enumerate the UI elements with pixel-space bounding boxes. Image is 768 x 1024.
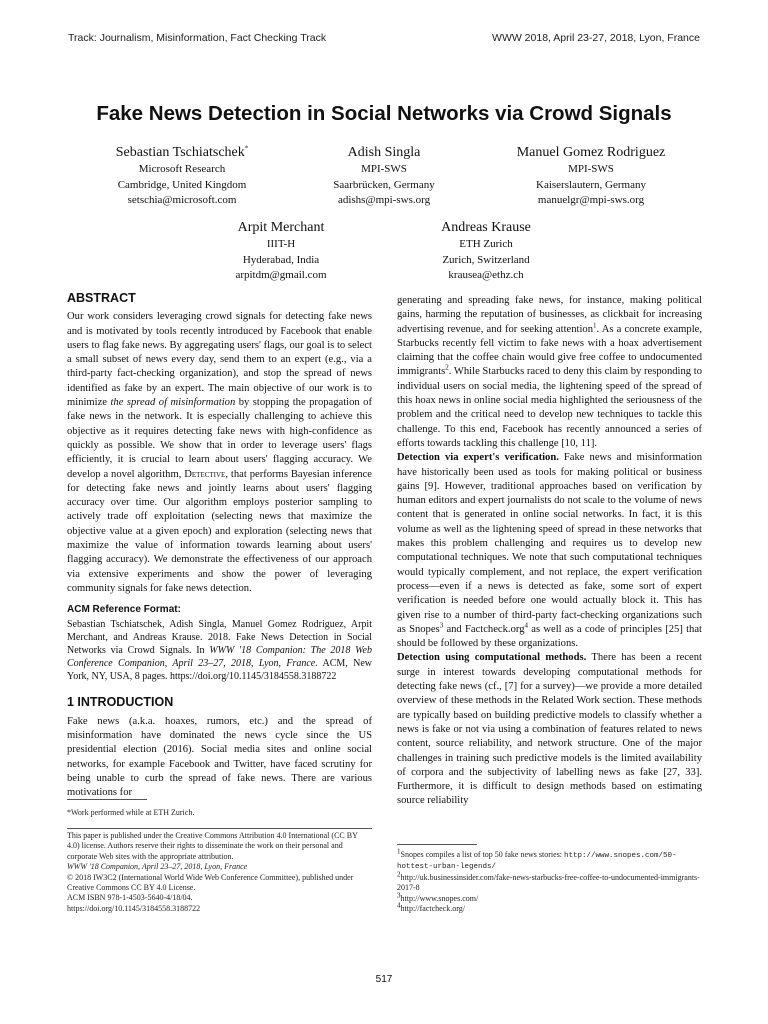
algorithm-name: Detective <box>184 468 226 480</box>
author-block <box>67 144 297 209</box>
author-location: Zurich, Switzerland <box>442 253 530 266</box>
author-email: setschia@microsoft.com <box>127 194 237 206</box>
footnote-rule <box>67 828 372 829</box>
footnote-star: *Work performed while at ETH Zurich. <box>67 808 195 817</box>
author-name: Andreas Krause <box>441 220 531 235</box>
author-affiliation: IIIT-H <box>266 238 296 250</box>
license-isbn: ACM ISBN 978-1-4503-5640-4/18/04. <box>67 893 193 903</box>
author-footnote-mark: * <box>244 144 249 153</box>
footnote-4: $^4$http://factcheck.org/ <box>397 901 465 914</box>
license-copyright: © 2018 IW3C2 (International World Wide Web Conference Committee), published under Creative Commons CC BY 4.0 License. <box>67 872 354 893</box>
author-block <box>269 144 499 209</box>
running-header-venue: WWW 2018, April 23-27, 2018, Lyon, France <box>492 32 700 44</box>
right-column <box>397 294 702 809</box>
author-email: adishs@mpi-sws.org <box>337 194 431 206</box>
author-block <box>476 144 706 209</box>
introduction-text: Fake news (a.k.a. hoaxes, rumors, etc.) and the spread of misinformation have dominated the news cycle since the US presidential election (2016). Social media sites and online social networks, for example Facebook and Twitter, have faced scrutiny for being unable to curb the spread of fake news. There are various motivations for <box>67 715 372 799</box>
license-footnote <box>67 831 372 914</box>
author-affiliation: MPI-SWS <box>568 163 614 175</box>
footnote-3: $^3$http://www.snopes.com/ <box>397 890 479 903</box>
abstract-heading: ABSTRACT <box>67 291 136 305</box>
author-location: Cambridge, United Kingdom <box>117 178 247 191</box>
author-email: arpitdm@gmail.com <box>235 269 327 281</box>
author-affiliation: Microsoft Research <box>138 163 226 175</box>
author-name: Arpit Merchant <box>237 220 325 235</box>
footnote-ref: 1 <box>593 321 597 330</box>
page-number: 517 <box>375 974 393 985</box>
author-name: Adish Singla <box>347 145 421 160</box>
footnote-ref: 2 <box>445 363 449 372</box>
author-name: Manuel Gomez Rodriguez <box>516 145 666 160</box>
author-affiliation: MPI-SWS <box>361 163 407 175</box>
abstract-emphasis: the spread of misinformation <box>110 397 236 409</box>
footnote-rule <box>397 844 477 845</box>
right-footnotes <box>397 847 702 914</box>
paper-title: Fake News Detection in Social Networks via Crowd Signals <box>96 102 672 125</box>
computational-methods-paragraph: Detection using computational methods. There has been a recent surge in interest towards developing computational methods for detecting fake news (cf., [7] for a survey)—we provide a more detailed overview of these methods in the Related Work section. These methods are typically based on building predictive models to classify whether a news is fake or not via using a combination of features related to news content, source reliability, and network structure. One of the major challenges in training such predictive models is the limited availability of corpora and the subjectivity of labelling news as fake [27, 33]. Furthermore, it is difficult to design methods based on estimating source reliability <box>397 652 702 807</box>
license-doi: https://doi.org/10.1145/3184558.3188722 <box>67 903 201 913</box>
acm-reference-text: Sebastian Tschiatschek, Adish Singla, Manuel Gomez Rodriguez, Arpit Merchant, and Andreas Krause. 2018. Fake News Detection in Social Networks via Crowd Signals. In WWW '18 Companion: The 2018 Web Conference Companion, April 23–27, 2018, Lyon, France. ACM, New York, NY, USA, 8 pages. https://doi.org/10.1145/3184558.3188722 <box>67 618 372 682</box>
author-block <box>371 219 601 284</box>
paragraph-heading: Detection via expert's verification. <box>397 452 559 464</box>
footnote-1: $^1$Snopes compiles a list of top 50 fake news stories: http://www.snopes.com/50-hottest-urban-legends/ <box>397 847 677 872</box>
author-location: Kaiserslautern, Germany <box>536 178 646 191</box>
footnote-rule <box>67 799 147 800</box>
author-email: manuelgr@mpi-sws.org <box>537 194 645 206</box>
author-location: Saarbrücken, Germany <box>333 178 435 191</box>
introduction-heading: 1 INTRODUCTION <box>67 694 174 709</box>
expert-verification-paragraph: Detection via expert's verification. Fake news and misinformation have historically been used as tools for making political or business gains [9]. However, traditional approaches based on verification by human editors and expert journalists do not scale to the volume of news content that is generated in online social networks. In fact, it is this volume as well as the lightening speed of spread in these networks that makes this problem challenging and requires us to develop new computational techniques. We note that such computational techniques would typically complement, and not replace, the expert verification process—even if a news is detected as fake, some sort of expert verification is needed before one would actually block it. This has given rise to a number of third-party fact-checking organizations such as Snopes$^3$ and Factcheck.org$^4$ as well as a code of principles [25] that should be followed by these organizations. <box>397 452 702 650</box>
acm-reference-heading: ACM Reference Format: <box>67 604 181 616</box>
author-block <box>166 219 396 284</box>
paragraph-heading: Detection using computational methods. <box>397 652 587 664</box>
author-email: krausea@ethz.ch <box>448 269 524 281</box>
footnote-ref: 3 <box>439 621 444 630</box>
intro-continued-paragraph: generating and spreading fake news, for instance, making political gains, harming the reputation of businesses, as clickbait for increasing advertising revenue, and for seeking attention$^1$. As a concrete example, Starbucks recently fell victim to fake news with a hoax advertisement claiming that the coffee chain would give free coffee to undocumented immigrants$^2$. While Starbucks raced to deny this claim by responding to individual users on social media, the lightening speed of the spread of this hoax news in online social media highlighted the seriousness of the problem and the critical need to develop new techniques to tackle this challenge. To this end, Facebook has recently announced a series of efforts towards tackling this challenge [10, 11]. <box>397 295 702 449</box>
running-header-track: Track: Journalism, Misinformation, Fact Checking Track <box>68 32 327 44</box>
license-text: This paper is published under the Creative Commons Attribution 4.0 International (CC BY 4.0) license. Authors reserve their rights to disseminate the work on their personal and corporate Web sites with the appropriate attribution. <box>67 831 358 861</box>
footnote-2: $^2$http://uk.businessinsider.com/fake-news-starbucks-free-coffee-to-undocumented-immigrants-2017-8 <box>397 870 700 893</box>
author-name: Sebastian Tschiatschek <box>115 145 245 160</box>
author-location: Hyderabad, India <box>242 253 320 266</box>
left-column <box>67 291 372 801</box>
abstract-text: Our work considers leveraging crowd signals for detecting fake news and is motivated by tools recently introduced by Facebook that enable users to flag fake news. By aggregating users' flags, our goal is to select a small subset of news every day, send them to an expert (e.g., via a third-party fact-checking organization), and stop the spread of news identified as fake by an expert. The main objective of our work is to minimize the spread of misinformation by stopping the propagation of fake news in the network. It is especially challenging to achieve this objective as it requires detecting fake news with high-confidence as quickly as possible. We show that in order to leverage users' flags efficiently, it is crucial to learn about users' flagging accuracy. We develop a novel algorithm, Detective, that performs Bayesian inference for detecting fake news and jointly learns about users' flagging accuracy over time. Our algorithm employs posterior sampling to actively trade off exploitation (selecting news that maximize the objective value at a given epoch) and exploration (selecting news that maximize the value of information towards learning about users' flagging accuracy). We demonstrate the effectiveness of our approach via extensive experiments and show the power of leveraging community signals for fake news detection. <box>67 311 372 594</box>
author-affiliation: ETH Zurich <box>459 238 513 250</box>
footnote-ref: 4 <box>524 621 529 630</box>
license-venue: WWW '18 Companion, April 23–27, 2018, Lyon, France <box>67 862 248 872</box>
